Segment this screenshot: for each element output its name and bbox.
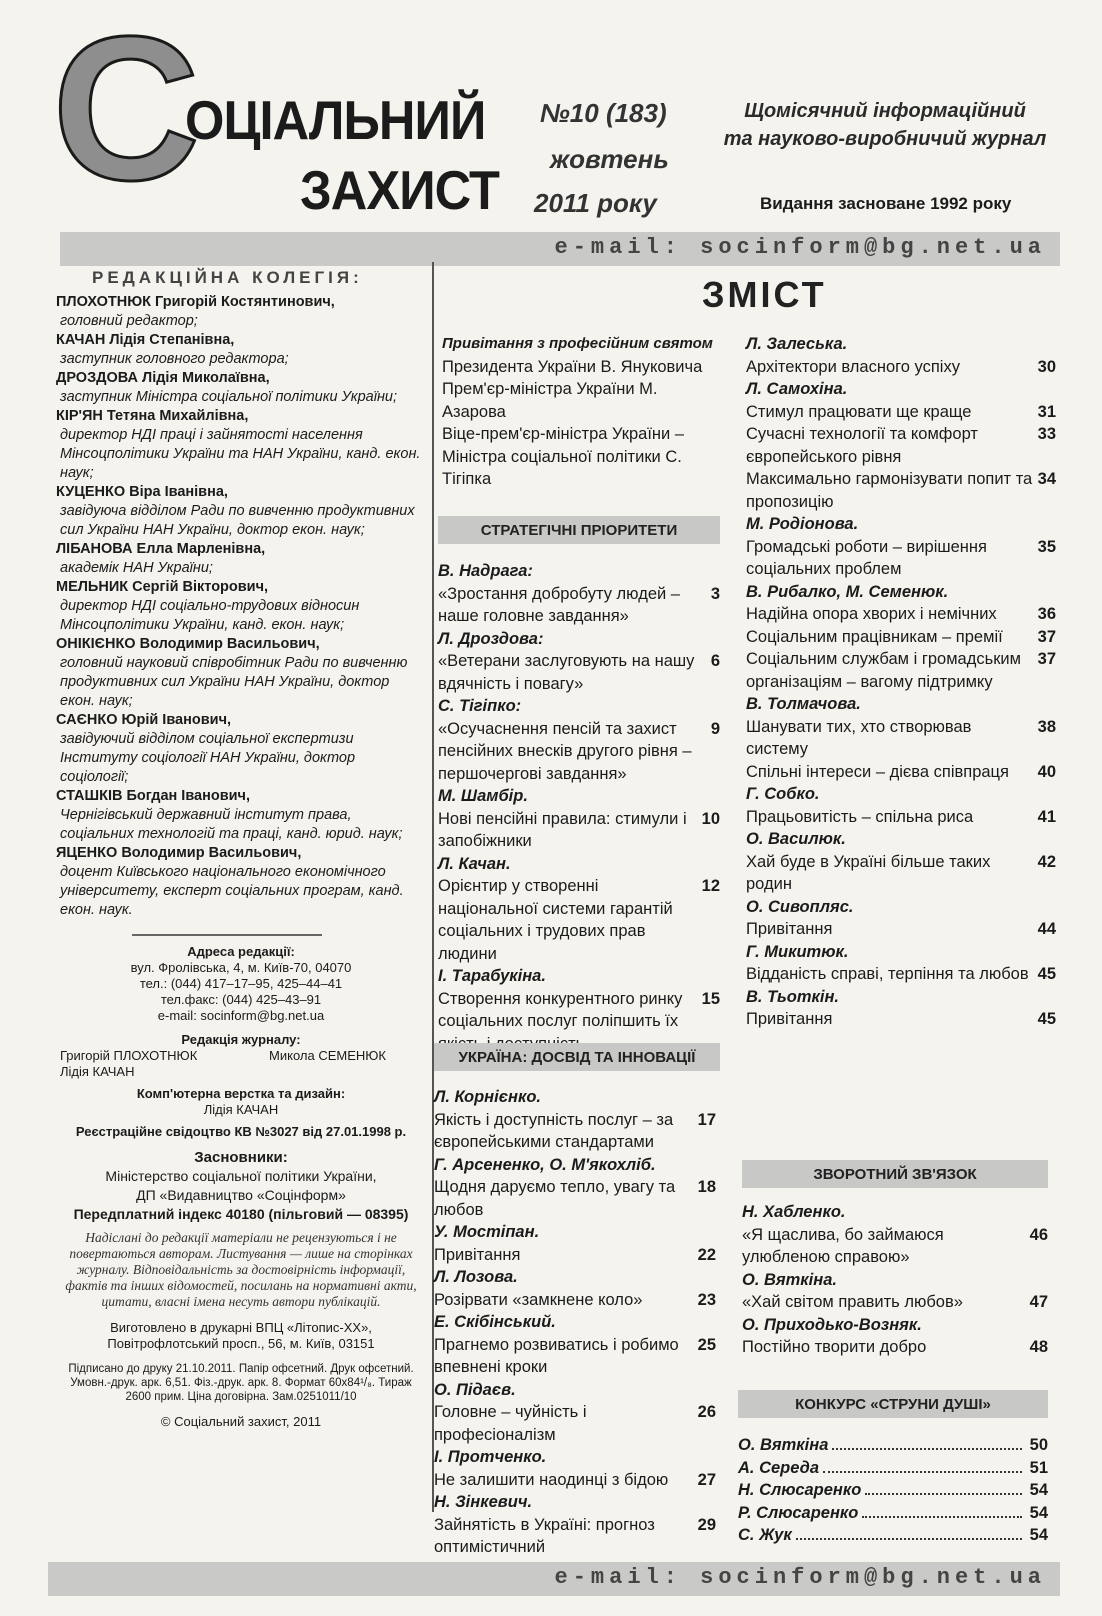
- entry-page: 34: [1037, 470, 1056, 488]
- member-role: академік НАН України;: [60, 560, 213, 576]
- contents-entry[interactable]: [434, 1491, 716, 1559]
- disclaimer: Надіслані до редакції матеріали не рецензуються і не повертаються авторам. Листування — лише на сторінках журналу. Відповідальність за достовірність інформації, фактів та інших відомостей, посилань на нормативні акти, цитати, власні імена несуть автори публікацій.: [65, 1230, 417, 1309]
- entry-row: [746, 761, 1056, 784]
- contents-entry[interactable]: [746, 626, 1056, 649]
- layout-heading: Комп'ютерна верстка та дизайн:: [136, 1086, 346, 1101]
- tagline-line2: та науково-виробничий журнал: [723, 128, 1047, 150]
- contents-entry[interactable]: [438, 560, 720, 628]
- bottom-email[interactable]: e-mail: socinform@bg.net.ua: [554, 1565, 1046, 1590]
- entry-page: 25: [697, 1335, 716, 1354]
- member-name: СТАШКІВ Богдан Іванович,: [56, 788, 251, 804]
- masthead-title-line1: ОЦІАЛЬНИЙ: [185, 89, 486, 151]
- entry-page: 54: [1029, 1481, 1048, 1499]
- entry-page: 42: [1037, 852, 1056, 871]
- entry-page: 31: [1037, 402, 1056, 421]
- contents-entry[interactable]: [438, 785, 720, 853]
- entry-author: С. Жук: [738, 1526, 792, 1544]
- contents-entry[interactable]: [742, 1269, 1048, 1314]
- entry-page: 33: [1037, 425, 1056, 443]
- entry-author: О. Вяткіна: [738, 1436, 829, 1454]
- contents-greetings: [442, 333, 720, 491]
- greeting-heading: Привітання з професійним святом: [442, 335, 713, 352]
- contents-entry[interactable]: [746, 468, 1056, 513]
- member-role: головний редактор;: [60, 313, 198, 329]
- contents-entry[interactable]: [434, 1311, 716, 1379]
- entry-page: 9: [710, 719, 720, 738]
- member-name: ЛІБАНОВА Елла Марленівна,: [56, 541, 266, 557]
- member-name: ОНІКІЄНКО Володимир Васильович,: [56, 636, 320, 652]
- entry-author: І. Протченко.: [434, 1448, 547, 1466]
- contents-entry[interactable]: [746, 378, 1056, 423]
- entry-row: [746, 423, 1056, 468]
- entry-author: М. Шамбір.: [438, 787, 528, 805]
- entry-page: 40: [1037, 762, 1056, 781]
- entry-page: 50: [1029, 1436, 1048, 1454]
- entry-author: Л. Лозова.: [434, 1268, 518, 1286]
- board-member: [56, 540, 426, 578]
- imprint-email[interactable]: e-mail: socinform@bg.net.ua: [157, 1008, 325, 1023]
- entry-page: 30: [1037, 357, 1056, 376]
- editorial-column: [56, 268, 426, 1430]
- entry-page: 46: [1029, 1225, 1048, 1244]
- entry-author: Л. Залеська.: [746, 335, 848, 353]
- contest-entry[interactable]: [738, 1479, 1048, 1502]
- top-email-bar: [60, 232, 1060, 266]
- entry-page: 35: [1037, 537, 1056, 556]
- entry-row: [746, 626, 1056, 649]
- issue-year: 2011 року: [534, 188, 657, 218]
- contents-entry[interactable]: [438, 695, 720, 785]
- entry-page: 44: [1037, 920, 1056, 938]
- entry-author: М. Родіонова.: [746, 515, 859, 533]
- entry-author: С. Тігіпко:: [438, 697, 522, 715]
- contents-entry[interactable]: [434, 1446, 716, 1491]
- entry-title: Соціальним працівникам – премії: [746, 627, 1003, 646]
- entry-row: [438, 718, 720, 786]
- entry-row: [434, 1514, 716, 1559]
- entry-title: Постійно творити добро: [742, 1338, 927, 1356]
- fax-line: тел.факс: (044) 425–43–91: [160, 992, 322, 1007]
- entry-title: Стимул працювати ще краще: [746, 402, 972, 421]
- member-name: МЕЛЬНИК Сергій Вікторович,: [56, 579, 269, 595]
- entry-row: [746, 806, 1056, 829]
- contents-entry[interactable]: [746, 581, 1056, 626]
- contents-column-5: [738, 1434, 1048, 1547]
- member-role: завідуючий відділом соціальної експертизи Інституту соціології НАН України, доктор соціології;: [60, 731, 356, 785]
- dot-leader: [823, 1471, 1022, 1473]
- entry-row: [438, 650, 720, 695]
- staff-name: Микола СЕМЕНЮК: [269, 1048, 386, 1063]
- contents-entry[interactable]: [746, 761, 1056, 784]
- contents-entry[interactable]: [438, 965, 720, 1055]
- registration: Реєстраційне свідоцтво КВ №3027 від 27.01.1998 р.: [75, 1124, 407, 1139]
- entry-title: Головне – чуйність і професіоналізм: [434, 1403, 587, 1444]
- member-name: ПЛОХОТНЮК Григорій Костянтинович,: [56, 294, 335, 310]
- entry-title: Архітектори власного успіху: [746, 357, 960, 376]
- dot-leader: [832, 1448, 1021, 1450]
- print-details: Підписано до друку 21.10.2011. Папір офсетний. Друк офсетний. Умовн.-друк. арк. 6,51. Фіз.-друк. арк. 8. Формат 60x84¹/₈. Тираж 2600 прим. Ціна договірна. Зам.0251011/10: [68, 1363, 414, 1403]
- contents-entry[interactable]: [746, 941, 1056, 986]
- section-feedback: ЗВОРОТНИЙ ЗВ'ЯЗОК: [742, 1160, 1048, 1188]
- separator: [132, 934, 322, 936]
- entry-author: Н. Хабленко.: [742, 1203, 846, 1221]
- entry-title: Хай буде в Україні більше таких родин: [746, 852, 991, 893]
- issue-month: жовтень: [550, 144, 669, 174]
- board-member: [56, 407, 426, 483]
- entry-author: Г. Собко.: [746, 785, 820, 803]
- dot-leader: [862, 1516, 1021, 1518]
- entry-page: 23: [697, 1290, 716, 1309]
- contents-entry[interactable]: [746, 513, 1056, 581]
- entry-title: Розірвати «замкнене коло»: [434, 1290, 643, 1309]
- entry-author: І. Тарабукіна.: [438, 967, 546, 985]
- entry-row: [438, 808, 720, 853]
- entry-title: Нові пенсійні правила: стимули і запобіжники: [438, 809, 687, 850]
- entry-row: [742, 1291, 1048, 1314]
- section-strategic: СТРАТЕГІЧНІ ПРІОРИТЕТИ: [438, 516, 720, 544]
- address-heading: Адреса редакції:: [187, 944, 295, 959]
- entry-row: [746, 918, 1056, 941]
- contents-entry[interactable]: [438, 628, 720, 696]
- greeting-item[interactable]: Президента України В. Януковича: [442, 357, 703, 376]
- entry-author: Л. Корнієнко.: [434, 1088, 542, 1106]
- entry-page: 29: [697, 1515, 716, 1534]
- contents-heading: ЗМІСТ: [702, 274, 827, 315]
- entry-row: [434, 1401, 716, 1446]
- issue-number: №10 (183): [540, 98, 667, 128]
- staff-heading: Редакція журналу:: [181, 1032, 301, 1047]
- contents-entry[interactable]: [434, 1266, 716, 1311]
- member-role: заступник Міністра соціальної політики України;: [60, 389, 398, 405]
- phone-line: тел.: (044) 417–17–95, 425–44–41: [139, 976, 343, 991]
- member-name: ЯЦЕНКО Володимир Васильович,: [56, 845, 302, 861]
- entry-page: 45: [1037, 965, 1056, 983]
- entry-row: [438, 583, 720, 628]
- entry-row: [434, 1289, 716, 1312]
- member-name: КАЧАН Лідія Степанівна,: [56, 332, 235, 348]
- board-members: [56, 293, 426, 920]
- entry-row: [746, 468, 1056, 513]
- entry-page: 3: [710, 584, 720, 603]
- entry-title: «Я щаслива, бо займаюся улюбленою справою»: [742, 1225, 944, 1266]
- contents-column-3: [746, 333, 1056, 1031]
- entry-title: Привітання: [746, 1010, 833, 1028]
- entry-author: У. Мостіпан.: [434, 1223, 540, 1241]
- entry-page: 10: [701, 809, 720, 828]
- entry-page: 12: [701, 877, 720, 895]
- entry-page: 6: [710, 652, 720, 670]
- entry-page: 54: [1029, 1503, 1048, 1522]
- entry-title: Привітання: [746, 920, 833, 938]
- entry-page: 22: [697, 1245, 716, 1264]
- staff-name: Григорій ПЛОХОТНЮК: [60, 1048, 198, 1063]
- founders-heading: Засновники:: [194, 1149, 288, 1166]
- masthead-title-line2: ЗАХИСТ: [300, 159, 500, 221]
- entry-title: Створення конкурентного ринку соціальних послуг поліпшить їх: [438, 989, 683, 1030]
- entry-author: Л. Самохіна.: [746, 380, 848, 398]
- contents-entry[interactable]: [746, 423, 1056, 468]
- entry-row: [746, 356, 1056, 379]
- entry-title: Прагнемо розвиватись і робимо впевнені кроки: [434, 1335, 679, 1376]
- entry-page: 15: [701, 989, 720, 1008]
- contents-entry[interactable]: [434, 1221, 716, 1266]
- entry-title: Максимально гармонізувати попит та пропозицію: [746, 470, 1033, 511]
- contents-entry[interactable]: [434, 1086, 716, 1154]
- entry-title: «Ветерани заслуговують на нашу вдячність і повагу»: [438, 652, 695, 693]
- entry-author: Н. Слюсаренко: [738, 1481, 862, 1499]
- entry-author: В. Тьоткін.: [746, 987, 839, 1006]
- entry-author: Г. Микитюк.: [746, 942, 849, 961]
- entry-title: Не залишити наодинці з бідою: [434, 1470, 669, 1489]
- entry-row: [746, 963, 1056, 986]
- entry-page: 41: [1037, 807, 1056, 826]
- bottom-email-bar: [48, 1562, 1060, 1596]
- entry-page: 17: [697, 1110, 716, 1129]
- entry-title: Орієнтир у створенні національної системи гарантій соціальних і трудових прав людини: [438, 877, 673, 963]
- entry-row: [746, 716, 1056, 761]
- entry-title: Відданість справі, терпіння та любов: [746, 965, 1029, 983]
- contest-entry[interactable]: [738, 1502, 1048, 1525]
- entry-title: Спільні інтереси – дієва співпраця: [746, 762, 1009, 781]
- entry-author: Л. Качан.: [438, 854, 511, 873]
- entry-author: А. Середа: [738, 1458, 820, 1477]
- entry-page: 51: [1029, 1458, 1048, 1477]
- entry-row: [434, 1176, 716, 1221]
- greeting-item[interactable]: Прем'єр-міністра України М. Азарова: [442, 380, 658, 421]
- member-role: директор НДІ соціально-трудових відносин Мінсоцполітики України, канд. екон. наук;: [60, 598, 360, 633]
- entry-page: 37: [1037, 650, 1056, 668]
- board-member: [56, 331, 426, 369]
- contents-column-1: [438, 560, 720, 1055]
- founded-year: Видання засноване 1992 року: [760, 194, 1012, 213]
- entry-row: [434, 1244, 716, 1267]
- contents-entry[interactable]: [746, 986, 1056, 1031]
- board-member: [56, 635, 426, 711]
- board-member: [56, 578, 426, 635]
- entry-author: Г. Арсененко, О. М'якохліб.: [434, 1155, 656, 1174]
- entry-title: «Осучаснення пенсій та захист пенсійних внесків другого рівня – першочергові завдання»: [438, 719, 692, 783]
- address-line: вул. Фролівська, 4, м. Київ-70, 04070: [130, 960, 352, 975]
- entry-title: Соціальним службам і громадським організаціям – вагому підтримку: [746, 650, 1021, 691]
- member-role: головний науковий співробітник Ради по вивченню продуктивних сил України НАН України, доктор екон. наук;: [60, 655, 408, 709]
- contents-entry[interactable]: [746, 693, 1056, 761]
- entry-row: [434, 1469, 716, 1492]
- member-role: директор НДІ праці і зайнятості населення Мінсоцполітики України та НАН України, канд. екон. наук;: [60, 427, 421, 481]
- subscription-index: Передплатний індекс 40180 (пільговий — 08395): [73, 1206, 409, 1222]
- section-ukraine: УКРАЇНА: ДОСВІД ТА ІННОВАЦІЇ: [434, 1043, 720, 1071]
- masthead-letter-c: С: [52, 0, 201, 223]
- entry-page: 18: [697, 1178, 716, 1196]
- entry-row: [742, 1336, 1048, 1359]
- layout-name: Лідія КАЧАН: [203, 1102, 279, 1117]
- contents-entry[interactable]: [746, 783, 1056, 828]
- contents-entry[interactable]: [746, 828, 1056, 896]
- member-role: завідуюча відділом Ради по вивченню продуктивних сил України НАН України, доктор екон. наук;: [60, 503, 415, 538]
- entry-page: 47: [1029, 1293, 1048, 1311]
- entry-page: 54: [1029, 1526, 1048, 1544]
- entry-row: [746, 1008, 1056, 1031]
- entry-page: 37: [1037, 627, 1056, 646]
- entry-page: 38: [1037, 717, 1056, 736]
- board-member: [56, 369, 426, 407]
- entry-page: 36: [1037, 605, 1056, 623]
- entry-page: 27: [697, 1470, 716, 1489]
- entry-author: Е. Скібінський.: [434, 1313, 556, 1331]
- contents-entry[interactable]: [742, 1314, 1048, 1359]
- printer-line: Повітрофлотський просп., 56, м. Київ, 03151: [107, 1336, 375, 1351]
- entry-author: О. Підаєв.: [434, 1380, 516, 1399]
- member-name: ДРОЗДОВА Лідія Миколаївна,: [56, 370, 270, 386]
- entry-row: [746, 401, 1056, 424]
- entry-author: Л. Дроздова:: [438, 629, 544, 648]
- entry-title: Громадські роботи – вирішення соціальних проблем: [746, 537, 987, 578]
- contents-entry[interactable]: [746, 333, 1056, 378]
- entry-author: В. Толмачова.: [746, 695, 861, 713]
- entry-row: [434, 1109, 716, 1154]
- entry-row: [746, 603, 1056, 626]
- contents-entry[interactable]: [434, 1154, 716, 1222]
- contents-entry[interactable]: [742, 1201, 1048, 1269]
- entry-title: Зайнятість в Україні: прогноз оптимістичний: [434, 1515, 655, 1556]
- entry-title: Шанувати тих, хто створював систему: [746, 717, 972, 758]
- contents-column-4: [742, 1201, 1048, 1359]
- entry-row: [746, 536, 1056, 581]
- contest-entry[interactable]: [738, 1434, 1048, 1457]
- founders-line: ДП «Видавництво «Соцінформ»: [136, 1187, 346, 1203]
- founders-line: Міністерство соціальної політики України,: [105, 1168, 377, 1184]
- member-name: КУЦЕНКО Віра Іванівна,: [56, 484, 228, 500]
- member-role: доцент Київського національного економічного університету, експерт соціальних програм, канд. екон. наук.: [60, 864, 404, 918]
- entry-title: Сучасні технології та комфорт європейського рівня: [746, 425, 978, 466]
- entry-title: «Хай світом править любов»: [742, 1293, 963, 1311]
- entry-title: Привітання: [434, 1245, 521, 1264]
- entry-title: «Зростання добробуту людей – наше головне завдання»: [438, 584, 680, 625]
- entry-page: 45: [1037, 1010, 1056, 1028]
- entry-row: [746, 851, 1056, 896]
- contest-entry[interactable]: [738, 1524, 1048, 1547]
- printer-line: Виготовлено в друкарні ВПЦ «Літопис-ХХ»,: [110, 1320, 372, 1335]
- entry-row: [434, 1334, 716, 1379]
- entry-row: [742, 1224, 1048, 1269]
- entry-title: Надійна опора хворих і немічних: [746, 605, 997, 623]
- entry-row: [746, 648, 1056, 693]
- tagline-line1: Щомісячний інформаційний: [744, 100, 1026, 122]
- section-contest: КОНКУРС «СТРУНИ ДУШІ»: [738, 1390, 1048, 1418]
- entry-page: 48: [1029, 1338, 1048, 1356]
- entry-author: Р. Слюсаренко: [738, 1503, 859, 1522]
- entry-author: В. Рибалко, М. Семенюк.: [746, 582, 949, 601]
- entry-row: [438, 875, 720, 965]
- copyright: © Соціальний захист, 2011: [160, 1414, 322, 1429]
- staff-row: [56, 1048, 426, 1064]
- entry-author: Н. Зінкевич.: [434, 1493, 533, 1511]
- entry-author: О. Приходько-Возняк.: [742, 1315, 922, 1334]
- board-member: [56, 711, 426, 787]
- greeting-item[interactable]: Віце-прем'єр-міністра України – Міністра соціальної політики С. Тігіпка: [442, 425, 684, 488]
- board-member: [56, 483, 426, 540]
- entry-page: 26: [697, 1403, 716, 1421]
- contest-entry[interactable]: [738, 1457, 1048, 1480]
- entry-title: Якість і доступність послуг – за європейськими стандартами: [434, 1110, 674, 1151]
- contents-entry[interactable]: [746, 648, 1056, 693]
- entry-author: О. Сивопляс.: [746, 897, 854, 916]
- contents-entry[interactable]: [438, 853, 720, 966]
- staff-name: Лідія КАЧАН: [60, 1064, 135, 1079]
- board-member: [56, 844, 426, 920]
- member-role: Чернігівський державний інститут права, соціальних технологій та праці, канд. юрид. наук;: [60, 807, 403, 842]
- board-heading: РЕДАКЦІЙНА КОЛЕГІЯ:: [92, 268, 363, 287]
- member-role: заступник головного редактора;: [60, 351, 289, 367]
- contents-entry[interactable]: [434, 1379, 716, 1447]
- entry-author: О. Василюк.: [746, 830, 846, 848]
- contents-entry[interactable]: [746, 896, 1056, 941]
- member-name: КІР'ЯН Тетяна Михайлівна,: [56, 408, 249, 424]
- contents-column-2: [434, 1086, 716, 1559]
- entry-author: В. Надрага:: [438, 562, 533, 580]
- dot-leader: [796, 1538, 1022, 1540]
- board-member: [56, 293, 426, 331]
- entry-author: О. Вяткіна.: [742, 1270, 837, 1289]
- board-member: [56, 787, 426, 844]
- entry-title: Щодня даруємо тепло, увагу та любов: [434, 1178, 676, 1219]
- entry-title: Працьовитість – спільна риса: [746, 807, 974, 826]
- top-email[interactable]: e-mail: socinform@bg.net.ua: [554, 235, 1046, 260]
- member-name: САЄНКО Юрій Іванович,: [56, 712, 232, 728]
- dot-leader: [865, 1493, 1021, 1495]
